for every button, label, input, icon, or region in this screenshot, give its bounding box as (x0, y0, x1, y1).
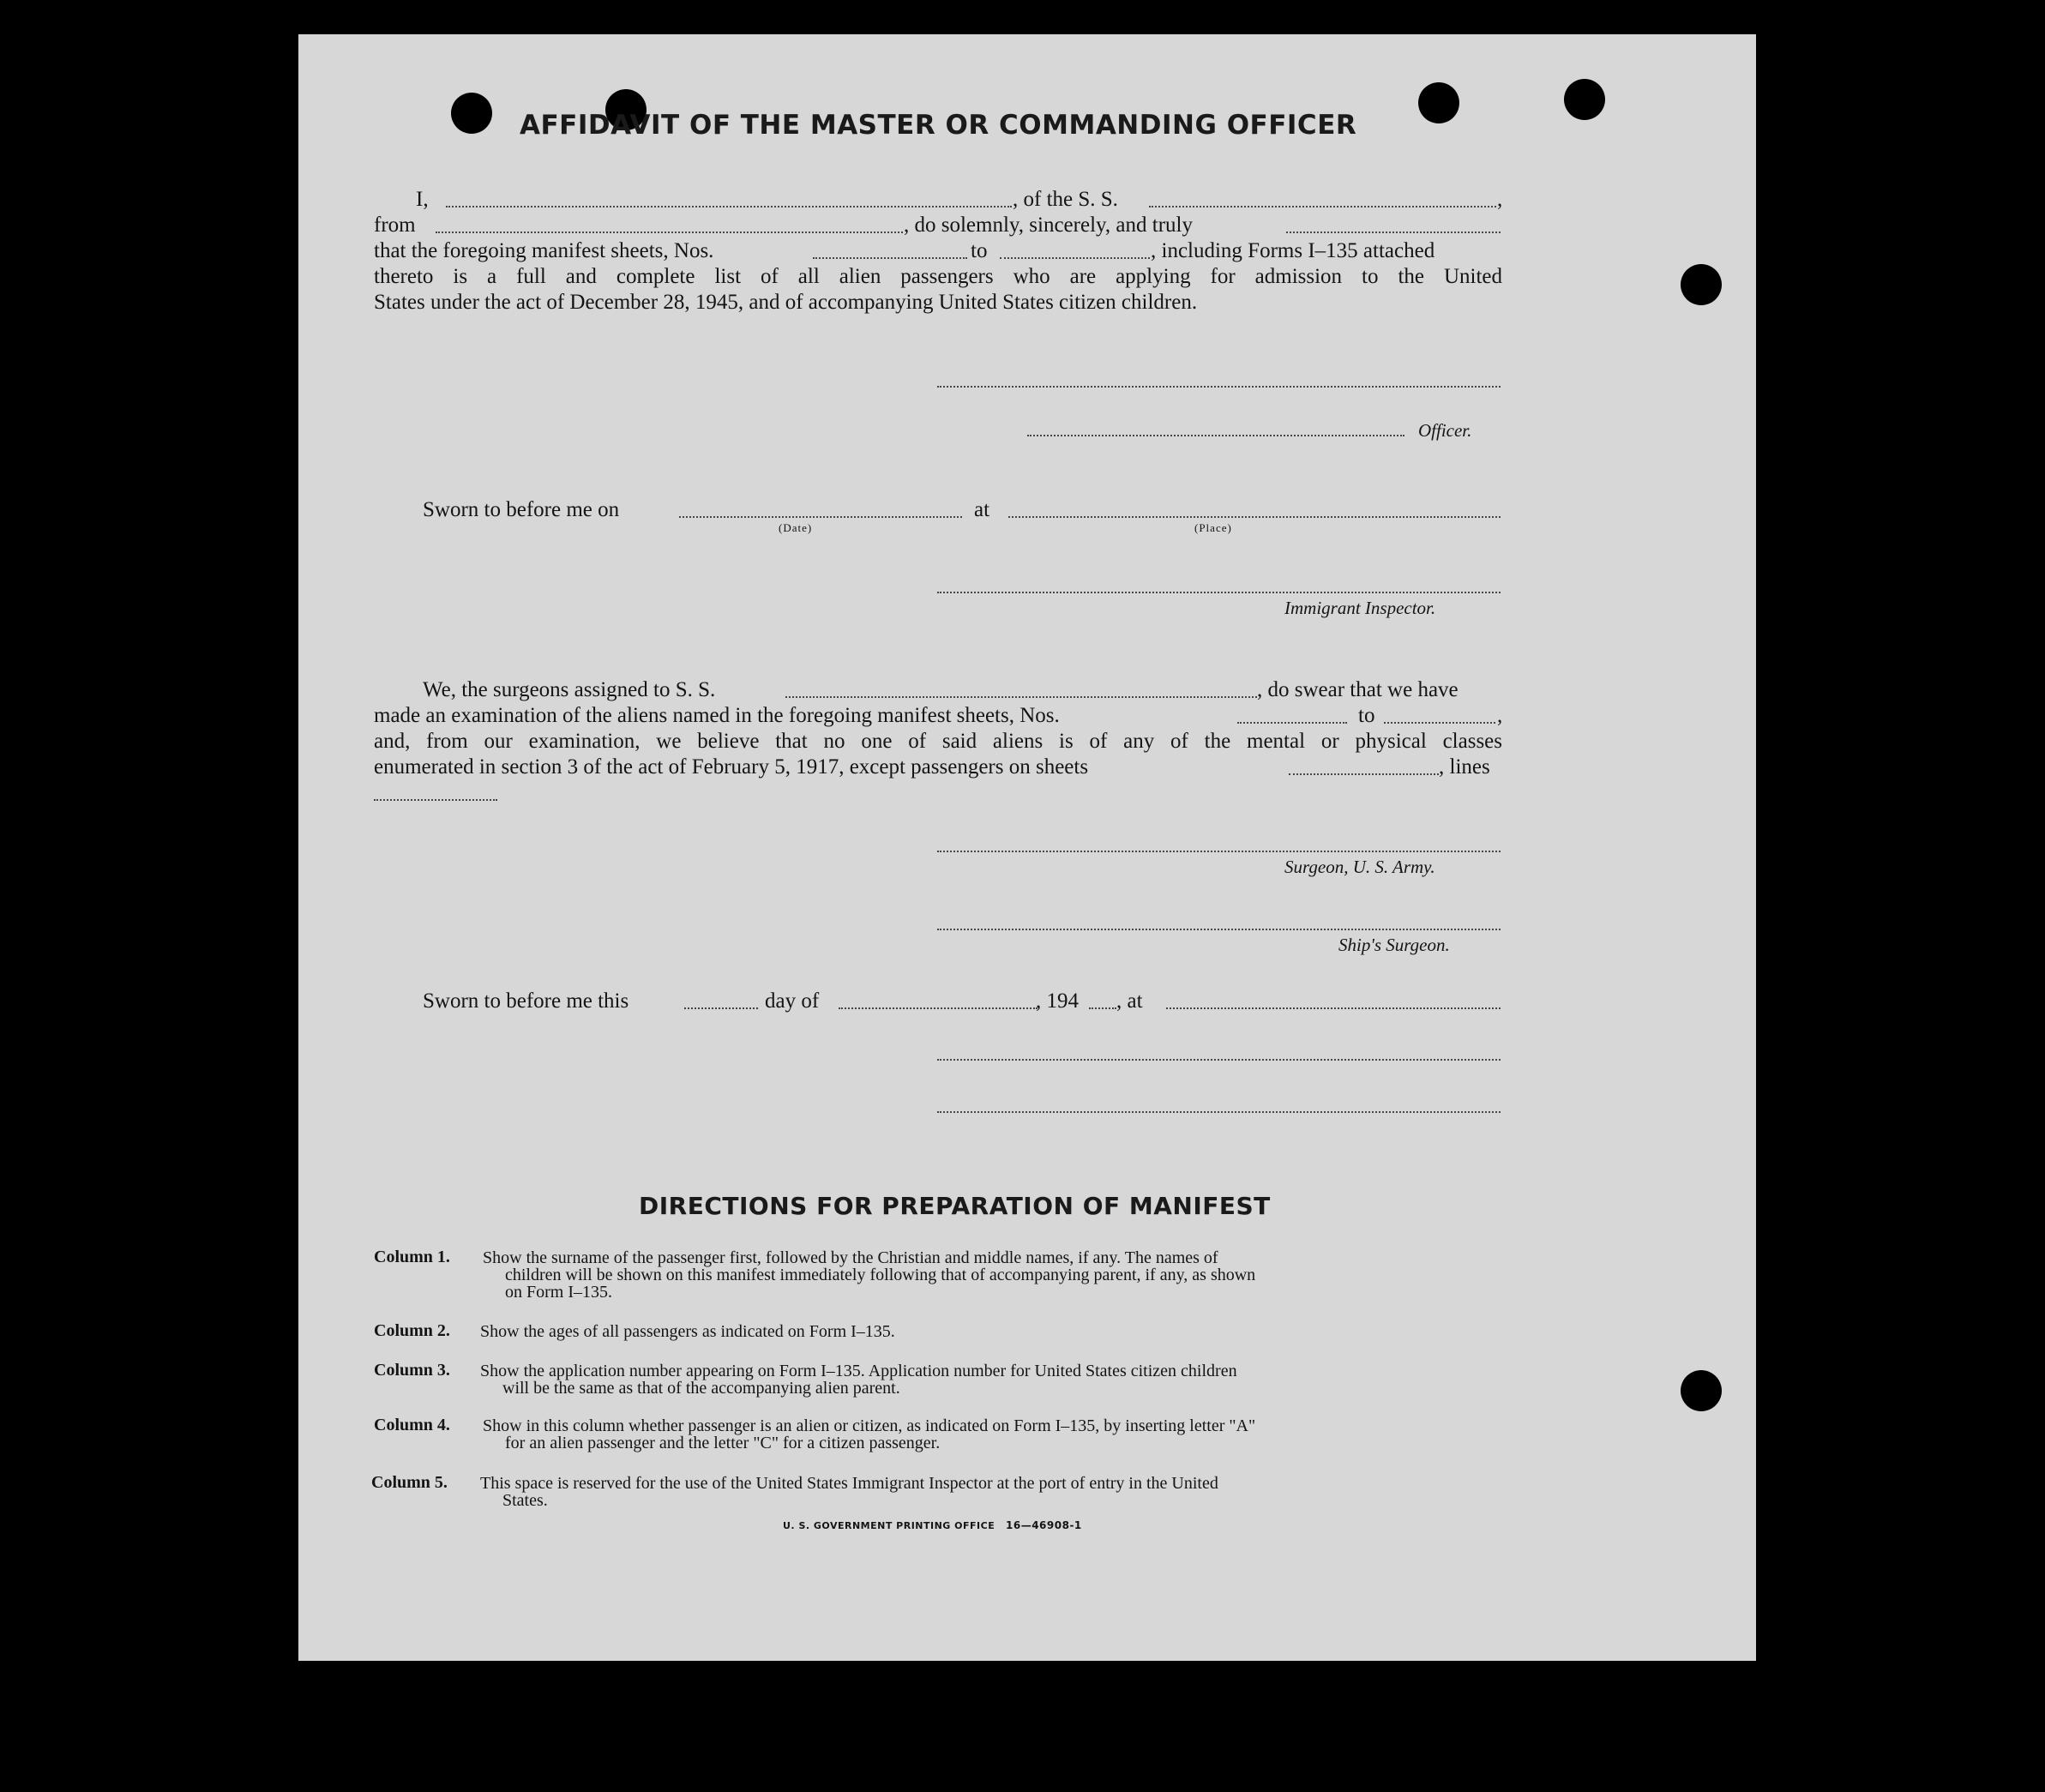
port-from-field[interactable] (436, 232, 903, 233)
affidavit-text: , including Forms I–135 attached (1151, 239, 1435, 262)
ship-surgeon-signature-line[interactable] (937, 929, 1501, 930)
inspector-caption: Immigrant Inspector. (1284, 598, 1436, 618)
sworn2-day-field[interactable] (684, 1007, 758, 1009)
sworn2-year-field[interactable] (1089, 1007, 1116, 1009)
affidavit-text: I, (416, 188, 429, 211)
surgeons-sheets-to-field[interactable] (1384, 722, 1495, 724)
affidavit-text: , of the S. S. (1013, 188, 1118, 211)
surgeons-text: , lines (1439, 755, 1490, 779)
column-label: Column 3. (374, 1361, 450, 1380)
ship-surgeon-caption: Ship's Surgeon. (1338, 935, 1450, 955)
sheets-to-field[interactable] (1000, 257, 1150, 259)
sworn2-month-field[interactable] (839, 1007, 1038, 1009)
column-label: Column 1. (374, 1248, 450, 1266)
affidavit-text: , (1497, 188, 1503, 211)
sworn2-text: , at (1116, 989, 1143, 1013)
column-label: Column 2. (374, 1321, 450, 1340)
surgeons-sheets-from-field[interactable] (1237, 722, 1347, 724)
sworn2-text: Sworn to before me this (423, 989, 629, 1013)
except-sheets-field[interactable] (1289, 773, 1439, 775)
punch-hole (1564, 79, 1605, 120)
solemnly-field[interactable] (1286, 232, 1501, 233)
affidavit-text: that the foregoing manifest sheets, Nos. (374, 239, 714, 262)
punch-hole (1681, 264, 1722, 305)
affidavit-text: from (374, 213, 416, 237)
directions-title: DIRECTIONS FOR PREPARATION OF MANIFEST (639, 1192, 1271, 1220)
affidavit-text: States under the act of December 28, 1945, and of accompanying United States citizen children. (374, 291, 1198, 314)
surgeons-text: enumerated in section 3 of the act of February 5, 1917, except passengers on sheets (374, 755, 1089, 779)
sworn2-title-line[interactable] (937, 1111, 1501, 1113)
officer-signature-line[interactable] (1027, 435, 1404, 436)
sworn-date-field[interactable] (679, 516, 962, 518)
date-caption: (Date) (779, 521, 813, 534)
sworn2-place-field[interactable] (1166, 1007, 1501, 1009)
column-text: Show the surname of the passenger first, followed by the Christian and middle names, if any. The names of children will be shown on this manifest immediately following that of accompanying parent, if any, as shown on Form I–135. (483, 1248, 1256, 1302)
except-lines-field[interactable] (374, 799, 497, 801)
sworn2-text: day of (765, 989, 820, 1013)
army-surgeon-caption: Surgeon, U. S. Army. (1284, 857, 1435, 877)
army-surgeon-signature-line[interactable] (937, 851, 1501, 852)
column-text: Show the ages of all passengers as indicated on Form I–135. (480, 1322, 895, 1341)
surgeons-ship-field[interactable] (785, 696, 1257, 698)
column-text: This space is reserved for the use of the United States Immigrant Inspector at the port of entry in the United States. (480, 1474, 1218, 1510)
place-caption: (Place) (1194, 521, 1232, 534)
column-text: Show in this column whether passenger is an alien or citizen, as indicated on Form I–135, by inserting letter "A" for an alien passenger and the letter "C" for a citizen passenger. (483, 1416, 1256, 1452)
surgeons-text: , (1497, 704, 1503, 727)
affidavit-text: thereto is a full and complete list of all alien passengers who are applying for admission to the United (374, 265, 1502, 288)
inspector-signature-line[interactable] (937, 592, 1501, 593)
sworn-text: at (974, 498, 990, 521)
sworn-text: Sworn to before me on (423, 498, 620, 521)
document-page (298, 34, 1756, 1661)
officer-caption: Officer. (1418, 420, 1472, 441)
printing-office-footer: U. S. GOVERNMENT PRINTING OFFICE (783, 1520, 995, 1531)
punch-hole (451, 93, 492, 134)
sheets-from-field[interactable] (813, 257, 967, 259)
surgeons-text: We, the surgeons assigned to S. S. (423, 678, 716, 701)
ship-name-field[interactable] (1149, 206, 1496, 207)
affidavit-title: AFFIDAVIT OF THE MASTER OR COMMANDING OFFICER (520, 110, 1357, 141)
surgeons-text: to (1358, 704, 1375, 727)
form-code-footer: 16—46908-1 (1006, 1519, 1082, 1531)
affidavit-text: to (971, 239, 988, 262)
surgeons-text: and, from our examination, we believe that no one of said aliens is of any of the mental or physical classes (374, 730, 1502, 753)
sworn-place-field[interactable] (1008, 516, 1501, 518)
punch-hole (1418, 82, 1459, 123)
column-label: Column 4. (374, 1416, 450, 1434)
master-name-field[interactable] (446, 206, 1012, 207)
affidavit-text: , do solemnly, sincerely, and truly (904, 213, 1193, 237)
surgeons-text: , do swear that we have (1257, 678, 1459, 701)
sworn2-signature-line[interactable] (937, 1059, 1501, 1061)
column-text: Show the application number appearing on Form I–135. Application number for United States citizen children will be the same as that of the accompanying alien parent. (480, 1362, 1237, 1398)
punch-hole (1681, 1370, 1722, 1411)
sworn2-text: , 194 (1036, 989, 1079, 1013)
master-signature-line[interactable] (937, 386, 1501, 388)
column-label: Column 5. (371, 1473, 448, 1492)
surgeons-text: made an examination of the aliens named in the foregoing manifest sheets, Nos. (374, 704, 1060, 727)
